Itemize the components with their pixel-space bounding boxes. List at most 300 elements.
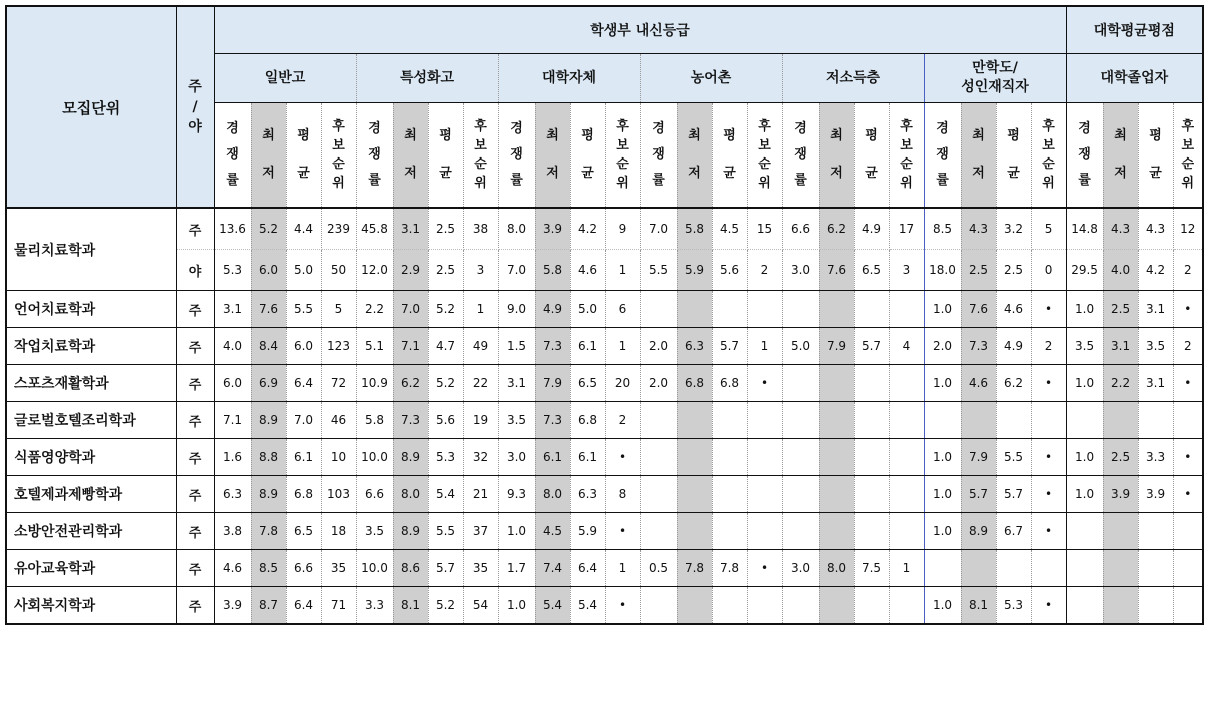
value-cell: 7.3 bbox=[535, 328, 570, 365]
value-cell bbox=[889, 513, 924, 550]
value-cell: 7.8 bbox=[712, 550, 747, 587]
value-cell: 72 bbox=[321, 365, 356, 402]
value-cell: 3.1 bbox=[214, 291, 251, 328]
sub-header-avg: 평균 bbox=[1138, 103, 1173, 209]
value-cell: 1.0 bbox=[1066, 365, 1103, 402]
value-cell: 2 bbox=[1173, 250, 1203, 291]
value-cell: 1 bbox=[605, 328, 640, 365]
group-header-0: 일반고 bbox=[214, 54, 356, 103]
value-cell: 2.2 bbox=[356, 291, 393, 328]
value-cell: 2.0 bbox=[640, 365, 677, 402]
value-cell: 15 bbox=[747, 208, 782, 250]
value-cell bbox=[854, 587, 889, 625]
value-cell: 5.5 bbox=[286, 291, 321, 328]
value-cell: 4 bbox=[889, 328, 924, 365]
value-cell: 3.9 bbox=[214, 587, 251, 625]
value-cell: 19 bbox=[463, 402, 498, 439]
value-cell: 8.0 bbox=[819, 550, 854, 587]
value-cell: 1 bbox=[605, 250, 640, 291]
value-cell: 37 bbox=[463, 513, 498, 550]
value-cell bbox=[996, 550, 1031, 587]
value-cell: 3.8 bbox=[214, 513, 251, 550]
value-cell: 35 bbox=[321, 550, 356, 587]
department-name: 작업치료학과 bbox=[6, 328, 176, 365]
value-cell bbox=[889, 291, 924, 328]
sub-header-avg: 평균 bbox=[712, 103, 747, 209]
value-cell: 3.1 bbox=[498, 365, 535, 402]
value-cell: 7.3 bbox=[393, 402, 428, 439]
value-cell: 1.0 bbox=[498, 587, 535, 625]
value-cell: 3.2 bbox=[996, 208, 1031, 250]
value-cell bbox=[819, 365, 854, 402]
value-cell bbox=[1103, 402, 1138, 439]
department-name: 물리치료학과 bbox=[6, 208, 176, 291]
value-cell bbox=[640, 291, 677, 328]
sub-header-waitlist: 후보순위 bbox=[463, 103, 498, 209]
day-night-cell: 주 bbox=[176, 476, 214, 513]
value-cell: 6.3 bbox=[677, 328, 712, 365]
value-cell: • bbox=[605, 513, 640, 550]
day-night-cell: 주 bbox=[176, 291, 214, 328]
value-cell: 45.8 bbox=[356, 208, 393, 250]
value-cell: • bbox=[1031, 365, 1066, 402]
value-cell bbox=[747, 476, 782, 513]
school-record-header: 학생부 내신등급 bbox=[214, 6, 1066, 54]
value-cell: 1.7 bbox=[498, 550, 535, 587]
group-header-3: 농어촌 bbox=[640, 54, 782, 103]
value-cell: 5.7 bbox=[712, 328, 747, 365]
value-cell: 4.7 bbox=[428, 328, 463, 365]
value-cell: 2.0 bbox=[640, 328, 677, 365]
value-cell: 1.0 bbox=[924, 291, 961, 328]
sub-header-min: 최저 bbox=[393, 103, 428, 209]
value-cell bbox=[1173, 513, 1203, 550]
value-cell: • bbox=[605, 587, 640, 625]
value-cell: 5.4 bbox=[428, 476, 463, 513]
value-cell: • bbox=[747, 365, 782, 402]
value-cell bbox=[1173, 402, 1203, 439]
value-cell: 12.0 bbox=[356, 250, 393, 291]
value-cell: 8.5 bbox=[924, 208, 961, 250]
value-cell: 8.9 bbox=[251, 476, 286, 513]
value-cell: 6 bbox=[605, 291, 640, 328]
sub-header-waitlist: 후보순위 bbox=[1031, 103, 1066, 209]
value-cell: 8.8 bbox=[251, 439, 286, 476]
value-cell: 5.0 bbox=[570, 291, 605, 328]
sub-header-avg: 평균 bbox=[854, 103, 889, 209]
value-cell: 4.6 bbox=[214, 550, 251, 587]
value-cell: 1.0 bbox=[1066, 291, 1103, 328]
value-cell bbox=[889, 402, 924, 439]
value-cell: 5.9 bbox=[570, 513, 605, 550]
value-cell: 4.0 bbox=[214, 328, 251, 365]
value-cell: 2.9 bbox=[393, 250, 428, 291]
value-cell: 2.0 bbox=[924, 328, 961, 365]
value-cell bbox=[854, 476, 889, 513]
value-cell: 3.1 bbox=[1138, 291, 1173, 328]
value-cell: 4.2 bbox=[1138, 250, 1173, 291]
group-header-2: 대학자체 bbox=[498, 54, 640, 103]
value-cell: 5.3 bbox=[428, 439, 463, 476]
value-cell: 2.5 bbox=[1103, 291, 1138, 328]
value-cell: 8.4 bbox=[251, 328, 286, 365]
value-cell: 3.0 bbox=[498, 439, 535, 476]
value-cell: • bbox=[605, 439, 640, 476]
day-night-cell: 주 bbox=[176, 439, 214, 476]
value-cell bbox=[1066, 550, 1103, 587]
value-cell: 6.8 bbox=[286, 476, 321, 513]
value-cell: 3 bbox=[463, 250, 498, 291]
value-cell: 3.9 bbox=[1103, 476, 1138, 513]
value-cell: 4.3 bbox=[1138, 208, 1173, 250]
value-cell bbox=[924, 402, 961, 439]
value-cell: • bbox=[1173, 439, 1203, 476]
value-cell: 5.5 bbox=[640, 250, 677, 291]
value-cell: 6.1 bbox=[570, 439, 605, 476]
value-cell: 103 bbox=[321, 476, 356, 513]
value-cell bbox=[677, 402, 712, 439]
univ-gpa-header: 대학평균평점 bbox=[1066, 6, 1203, 54]
value-cell bbox=[854, 439, 889, 476]
value-cell: 5.2 bbox=[428, 365, 463, 402]
department-name: 호텔제과제빵학과 bbox=[6, 476, 176, 513]
value-cell: 35 bbox=[463, 550, 498, 587]
sub-header-competition: 경쟁률 bbox=[782, 103, 819, 209]
value-cell: 5.7 bbox=[996, 476, 1031, 513]
group-header-6: 대학졸업자 bbox=[1066, 54, 1203, 103]
value-cell: 6.0 bbox=[286, 328, 321, 365]
value-cell: 29.5 bbox=[1066, 250, 1103, 291]
value-cell: 5.0 bbox=[782, 328, 819, 365]
value-cell: 5.2 bbox=[428, 291, 463, 328]
value-cell: 71 bbox=[321, 587, 356, 625]
value-cell: 12 bbox=[1173, 208, 1203, 250]
value-cell: 7.0 bbox=[393, 291, 428, 328]
value-cell bbox=[712, 439, 747, 476]
value-cell: 8 bbox=[605, 476, 640, 513]
department-name: 사회복지학과 bbox=[6, 587, 176, 625]
value-cell bbox=[782, 402, 819, 439]
table-row bbox=[6, 550, 1203, 587]
value-cell bbox=[996, 402, 1031, 439]
value-cell: 7.6 bbox=[819, 250, 854, 291]
value-cell: 50 bbox=[321, 250, 356, 291]
value-cell: 1 bbox=[605, 550, 640, 587]
value-cell bbox=[889, 365, 924, 402]
value-cell: 7.6 bbox=[961, 291, 996, 328]
value-cell: 7.0 bbox=[640, 208, 677, 250]
value-cell: 1 bbox=[747, 328, 782, 365]
value-cell bbox=[1066, 587, 1103, 625]
table-row bbox=[6, 476, 1203, 513]
value-cell: 2 bbox=[1173, 328, 1203, 365]
value-cell: 6.8 bbox=[677, 365, 712, 402]
value-cell: 7.0 bbox=[498, 250, 535, 291]
value-cell bbox=[819, 476, 854, 513]
value-cell bbox=[712, 402, 747, 439]
value-cell: 4.2 bbox=[570, 208, 605, 250]
value-cell: 4.9 bbox=[535, 291, 570, 328]
sub-header-waitlist: 후보순위 bbox=[321, 103, 356, 209]
admission-results-table bbox=[5, 5, 1204, 625]
value-cell: 5.5 bbox=[428, 513, 463, 550]
value-cell bbox=[640, 587, 677, 625]
value-cell: 2 bbox=[1031, 328, 1066, 365]
value-cell: • bbox=[1031, 291, 1066, 328]
table-row bbox=[6, 291, 1203, 328]
value-cell: 1.0 bbox=[1066, 476, 1103, 513]
value-cell: 54 bbox=[463, 587, 498, 625]
value-cell: 6.7 bbox=[996, 513, 1031, 550]
value-cell: 5.2 bbox=[428, 587, 463, 625]
value-cell: • bbox=[1031, 587, 1066, 625]
group-header-4: 저소득층 bbox=[782, 54, 924, 103]
value-cell bbox=[889, 439, 924, 476]
value-cell: 7.1 bbox=[393, 328, 428, 365]
value-cell: 6.5 bbox=[570, 365, 605, 402]
sub-header-min: 최저 bbox=[677, 103, 712, 209]
value-cell: 4.3 bbox=[961, 208, 996, 250]
value-cell: 6.1 bbox=[535, 439, 570, 476]
value-cell bbox=[640, 476, 677, 513]
value-cell bbox=[782, 587, 819, 625]
sub-header-waitlist: 후보순위 bbox=[889, 103, 924, 209]
day-night-cell: 주 bbox=[176, 587, 214, 625]
value-cell: 6.3 bbox=[214, 476, 251, 513]
value-cell bbox=[782, 476, 819, 513]
value-cell: 4.5 bbox=[712, 208, 747, 250]
table-row bbox=[6, 328, 1203, 365]
value-cell: 10.9 bbox=[356, 365, 393, 402]
value-cell: 3.3 bbox=[356, 587, 393, 625]
value-cell: 9.0 bbox=[498, 291, 535, 328]
value-cell: 17 bbox=[889, 208, 924, 250]
value-cell bbox=[782, 513, 819, 550]
value-cell: 2.5 bbox=[1103, 439, 1138, 476]
value-cell: 10.0 bbox=[356, 550, 393, 587]
value-cell: 6.2 bbox=[996, 365, 1031, 402]
admission-results-table-container bbox=[5, 5, 1204, 625]
value-cell: 3.1 bbox=[1138, 365, 1173, 402]
value-cell: 8.6 bbox=[393, 550, 428, 587]
value-cell: 3.5 bbox=[1066, 328, 1103, 365]
department-name: 유아교육학과 bbox=[6, 550, 176, 587]
value-cell bbox=[712, 476, 747, 513]
value-cell: 5.3 bbox=[996, 587, 1031, 625]
value-cell: • bbox=[1031, 439, 1066, 476]
value-cell: 1.6 bbox=[214, 439, 251, 476]
day-night-cell: 주 bbox=[176, 550, 214, 587]
table-row bbox=[6, 587, 1203, 625]
value-cell: 46 bbox=[321, 402, 356, 439]
value-cell: 0 bbox=[1031, 250, 1066, 291]
value-cell bbox=[1173, 550, 1203, 587]
value-cell: 14.8 bbox=[1066, 208, 1103, 250]
value-cell: 5.3 bbox=[214, 250, 251, 291]
day-night-cell: 주 bbox=[176, 328, 214, 365]
value-cell: 6.5 bbox=[854, 250, 889, 291]
value-cell bbox=[747, 513, 782, 550]
value-cell bbox=[889, 587, 924, 625]
value-cell: 8.0 bbox=[498, 208, 535, 250]
value-cell bbox=[640, 513, 677, 550]
sub-header-competition: 경쟁률 bbox=[640, 103, 677, 209]
value-cell: 6.4 bbox=[286, 365, 321, 402]
value-cell bbox=[854, 513, 889, 550]
value-cell bbox=[747, 439, 782, 476]
value-cell: 2.5 bbox=[428, 250, 463, 291]
value-cell bbox=[819, 439, 854, 476]
value-cell bbox=[640, 439, 677, 476]
day-night-cell: 주 bbox=[176, 208, 214, 250]
value-cell: 6.0 bbox=[251, 250, 286, 291]
value-cell bbox=[1103, 550, 1138, 587]
value-cell bbox=[819, 587, 854, 625]
value-cell: 1.0 bbox=[498, 513, 535, 550]
value-cell: 5.9 bbox=[677, 250, 712, 291]
sub-header-avg: 평균 bbox=[996, 103, 1031, 209]
table-row bbox=[6, 402, 1203, 439]
value-cell: 4.6 bbox=[570, 250, 605, 291]
value-cell: 0.5 bbox=[640, 550, 677, 587]
value-cell: 4.5 bbox=[535, 513, 570, 550]
value-cell: 3.3 bbox=[1138, 439, 1173, 476]
value-cell: 5.8 bbox=[677, 208, 712, 250]
value-cell: 3 bbox=[889, 250, 924, 291]
value-cell: 1.0 bbox=[924, 587, 961, 625]
value-cell bbox=[782, 439, 819, 476]
value-cell bbox=[1031, 402, 1066, 439]
sub-header-waitlist: 후보순위 bbox=[1173, 103, 1203, 209]
value-cell: 2 bbox=[747, 250, 782, 291]
value-cell: 20 bbox=[605, 365, 640, 402]
value-cell: 5.4 bbox=[570, 587, 605, 625]
value-cell: 22 bbox=[463, 365, 498, 402]
sub-header-avg: 평균 bbox=[570, 103, 605, 209]
value-cell: 5.8 bbox=[356, 402, 393, 439]
value-cell: 5.0 bbox=[286, 250, 321, 291]
value-cell: 8.9 bbox=[961, 513, 996, 550]
value-cell: 7.1 bbox=[214, 402, 251, 439]
value-cell bbox=[961, 402, 996, 439]
value-cell: 7.4 bbox=[535, 550, 570, 587]
sub-header-waitlist: 후보순위 bbox=[605, 103, 640, 209]
value-cell: 5 bbox=[1031, 208, 1066, 250]
value-cell: 3.1 bbox=[1103, 328, 1138, 365]
sub-header-competition: 경쟁률 bbox=[356, 103, 393, 209]
value-cell: 5.6 bbox=[428, 402, 463, 439]
value-cell: 18.0 bbox=[924, 250, 961, 291]
sub-header-competition: 경쟁률 bbox=[498, 103, 535, 209]
value-cell bbox=[1066, 513, 1103, 550]
table-row bbox=[6, 439, 1203, 476]
value-cell: 1.5 bbox=[498, 328, 535, 365]
value-cell: 1.0 bbox=[924, 513, 961, 550]
value-cell: 5.1 bbox=[356, 328, 393, 365]
value-cell: 8.9 bbox=[393, 439, 428, 476]
sub-header-min: 최저 bbox=[251, 103, 286, 209]
sub-header-avg: 평균 bbox=[286, 103, 321, 209]
value-cell bbox=[924, 550, 961, 587]
department-name: 언어치료학과 bbox=[6, 291, 176, 328]
value-cell: • bbox=[747, 550, 782, 587]
value-cell: 7.6 bbox=[251, 291, 286, 328]
value-cell: 4.9 bbox=[854, 208, 889, 250]
value-cell: 2.2 bbox=[1103, 365, 1138, 402]
value-cell: 1.0 bbox=[924, 365, 961, 402]
value-cell: 4.0 bbox=[1103, 250, 1138, 291]
value-cell: 5.8 bbox=[535, 250, 570, 291]
value-cell bbox=[677, 476, 712, 513]
value-cell: 10 bbox=[321, 439, 356, 476]
value-cell bbox=[677, 291, 712, 328]
value-cell: 4.9 bbox=[996, 328, 1031, 365]
value-cell: 3.9 bbox=[1138, 476, 1173, 513]
value-cell: 3.0 bbox=[782, 550, 819, 587]
value-cell bbox=[819, 402, 854, 439]
value-cell: 5.7 bbox=[854, 328, 889, 365]
sub-header-min: 최저 bbox=[961, 103, 996, 209]
day-night-cell: 주 bbox=[176, 513, 214, 550]
value-cell: 6.6 bbox=[782, 208, 819, 250]
value-cell bbox=[747, 291, 782, 328]
sub-header-competition: 경쟁률 bbox=[214, 103, 251, 209]
value-cell: 4.4 bbox=[286, 208, 321, 250]
value-cell: 7.0 bbox=[286, 402, 321, 439]
value-cell: 6.8 bbox=[712, 365, 747, 402]
value-cell: 32 bbox=[463, 439, 498, 476]
value-cell: 3.5 bbox=[356, 513, 393, 550]
table-row bbox=[6, 365, 1203, 402]
value-cell: 2 bbox=[605, 402, 640, 439]
table-row bbox=[6, 250, 1203, 291]
value-cell: 10.0 bbox=[356, 439, 393, 476]
value-cell bbox=[1103, 513, 1138, 550]
value-cell: 4.6 bbox=[961, 365, 996, 402]
day-night-cell: 주 bbox=[176, 402, 214, 439]
value-cell: 49 bbox=[463, 328, 498, 365]
value-cell bbox=[712, 291, 747, 328]
value-cell: 5.4 bbox=[535, 587, 570, 625]
value-cell: 9 bbox=[605, 208, 640, 250]
value-cell bbox=[1138, 513, 1173, 550]
value-cell: 6.4 bbox=[570, 550, 605, 587]
value-cell bbox=[677, 439, 712, 476]
value-cell: 8.9 bbox=[251, 402, 286, 439]
value-cell: 6.8 bbox=[570, 402, 605, 439]
value-cell: 239 bbox=[321, 208, 356, 250]
value-cell bbox=[1031, 550, 1066, 587]
value-cell: 1.0 bbox=[924, 439, 961, 476]
value-cell: 6.5 bbox=[286, 513, 321, 550]
value-cell bbox=[640, 402, 677, 439]
value-cell bbox=[819, 291, 854, 328]
value-cell: 7.9 bbox=[819, 328, 854, 365]
value-cell: 7.5 bbox=[854, 550, 889, 587]
department-name: 소방안전관리학과 bbox=[6, 513, 176, 550]
value-cell: 8.5 bbox=[251, 550, 286, 587]
value-cell: 5.6 bbox=[712, 250, 747, 291]
value-cell: 4.6 bbox=[996, 291, 1031, 328]
value-cell: 6.6 bbox=[356, 476, 393, 513]
value-cell: 8.0 bbox=[535, 476, 570, 513]
group-header-1: 특성화고 bbox=[356, 54, 498, 103]
value-cell: 3.5 bbox=[1138, 328, 1173, 365]
value-cell bbox=[961, 550, 996, 587]
unit-header: 모집단위 bbox=[6, 6, 176, 208]
value-cell: 7.9 bbox=[961, 439, 996, 476]
value-cell bbox=[712, 513, 747, 550]
